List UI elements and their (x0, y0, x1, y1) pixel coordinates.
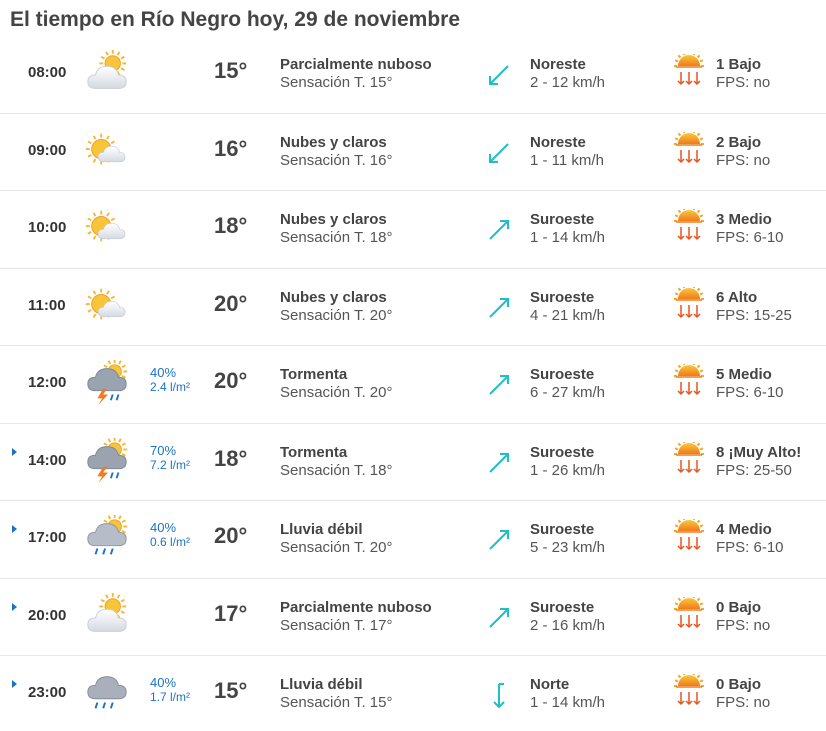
wind-direction: Suroeste (530, 211, 595, 228)
uv-fps: FPS: no (716, 616, 771, 634)
uv-fps: FPS: 15-25 (716, 306, 792, 324)
partly-cloudy-icon (84, 50, 130, 96)
thunderstorm-icon (84, 360, 130, 406)
expand-arrow-icon[interactable] (12, 448, 17, 456)
sun-and-clouds-icon (84, 128, 130, 174)
forecast-hour: 08:00 (28, 64, 67, 81)
wind-speed: 5 - 23 km/h (530, 539, 606, 556)
forecast-hour: 09:00 (28, 141, 67, 159)
sun-and-clouds-icon (84, 205, 130, 251)
weather-description (280, 599, 432, 635)
uv-sun-icon (674, 597, 704, 639)
uv-info (716, 289, 792, 325)
wind-arrow-southwest-icon (484, 215, 514, 245)
wind-direction: Suroeste (530, 366, 595, 383)
weather-description (280, 134, 392, 170)
rain-probability: 40% (150, 675, 177, 690)
uv-level: 5 Medio (716, 366, 772, 383)
rain-amount: 1.7 l/m² (150, 690, 191, 704)
rain-info (150, 676, 190, 704)
uv-level: 8 ¡Muy Alto! (716, 443, 802, 461)
forecast-row (0, 346, 826, 424)
wind-direction: Suroeste (530, 521, 595, 538)
uv-info (716, 444, 801, 480)
rain-info (150, 366, 190, 394)
weather-description (280, 56, 432, 92)
feels-like: Sensación T. 18° (280, 229, 393, 246)
wind-info (530, 521, 605, 557)
uv-level: 6 Alto (716, 288, 758, 306)
uv-fps: FPS: no (716, 694, 771, 711)
wind-arrow-southwest-icon (484, 370, 514, 400)
rain-probability: 40% (150, 365, 177, 380)
forecast-row[interactable] (0, 656, 826, 731)
uv-info (716, 134, 770, 170)
uv-level: 0 Bajo (716, 676, 762, 693)
uv-fps: FPS: 6-10 (716, 384, 784, 401)
light-rain-sun-icon (84, 515, 130, 561)
temperature: 17° (214, 600, 248, 626)
weather-condition: Lluvia débil (280, 521, 363, 538)
temperature: 20° (214, 523, 248, 548)
uv-fps: FPS: 25-50 (716, 461, 792, 479)
uv-level: 4 Medio (716, 521, 772, 538)
feels-like: Sensación T. 20° (280, 384, 393, 401)
wind-info (530, 366, 605, 402)
forecast-hour: 17:00 (28, 529, 67, 546)
uv-info (716, 211, 784, 247)
temperature: 18° (214, 445, 248, 471)
wind-speed: 2 - 16 km/h (530, 616, 606, 634)
wind-arrow-northeast-icon (484, 138, 514, 168)
uv-sun-icon (674, 54, 704, 96)
forecast-row[interactable] (0, 424, 826, 502)
expand-arrow-icon[interactable] (12, 603, 17, 611)
wind-speed: 6 - 27 km/h (530, 384, 606, 401)
weather-description (280, 366, 392, 402)
wind-direction: Suroeste (530, 443, 595, 461)
rain-probability: 40% (150, 520, 177, 535)
expand-arrow-icon[interactable] (12, 525, 17, 533)
weather-description (280, 211, 392, 247)
uv-sun-icon (674, 519, 704, 561)
partly-cloudy-icon (84, 593, 130, 639)
forecast-hour: 11:00 (28, 296, 66, 314)
forecast-hour: 12:00 (28, 374, 67, 391)
uv-fps: FPS: 6-10 (716, 539, 784, 556)
weather-description (280, 521, 392, 557)
wind-arrow-southwest-icon (484, 293, 514, 323)
uv-level: 3 Medio (716, 211, 772, 228)
light-rain-cloud-icon (84, 670, 130, 716)
forecast-row[interactable] (0, 579, 826, 657)
rain-probability: 70% (150, 442, 177, 458)
uv-info (716, 56, 770, 92)
uv-sun-icon (674, 364, 704, 406)
uv-info (716, 599, 770, 635)
forecast-hour: 14:00 (28, 451, 67, 469)
temperature: 16° (214, 135, 248, 161)
rain-info (150, 521, 190, 549)
wind-speed: 1 - 14 km/h (530, 694, 606, 711)
uv-info (716, 521, 784, 557)
wind-speed: 1 - 11 km/h (530, 151, 604, 169)
weather-description (280, 676, 392, 712)
weather-condition: Nubes y claros (280, 133, 387, 151)
uv-fps: FPS: no (716, 151, 771, 169)
forecast-hour: 10:00 (28, 219, 67, 236)
page-title: El tiempo en Río Negro hoy, 29 de noviembre (10, 8, 461, 31)
feels-like: Sensación T. 16° (280, 151, 393, 169)
uv-sun-icon (674, 674, 704, 716)
weather-condition: Tormenta (280, 366, 348, 383)
wind-speed: 1 - 26 km/h (530, 461, 606, 479)
wind-speed: 1 - 14 km/h (530, 229, 606, 246)
uv-info (716, 676, 770, 712)
forecast-row (0, 114, 826, 192)
expand-arrow-icon[interactable] (12, 680, 17, 688)
forecast-row[interactable] (0, 501, 826, 579)
uv-sun-icon (674, 287, 704, 329)
temperature: 15° (214, 678, 248, 703)
forecast-row (0, 269, 826, 347)
uv-fps: FPS: 6-10 (716, 229, 784, 246)
forecast-hour: 23:00 (28, 684, 67, 701)
wind-info (530, 676, 605, 712)
weather-description (280, 444, 392, 480)
feels-like: Sensación T. 20° (280, 539, 393, 556)
wind-arrow-southwest-icon (484, 525, 514, 555)
wind-arrow-southwest-icon (484, 603, 514, 633)
forecast-row (0, 36, 826, 114)
forecast-row (0, 191, 826, 269)
wind-info (530, 599, 605, 635)
rain-info (150, 444, 190, 472)
uv-level: 2 Bajo (716, 133, 762, 151)
wind-direction: Norte (530, 676, 570, 693)
uv-sun-icon (674, 209, 704, 251)
weather-condition: Tormenta (280, 443, 348, 461)
weather-condition: Parcialmente nuboso (280, 598, 432, 616)
weather-description (280, 289, 392, 325)
thunderstorm-icon (84, 438, 130, 484)
wind-direction: Noreste (530, 56, 586, 73)
feels-like: Sensación T. 15° (280, 74, 393, 91)
weather-condition: Parcialmente nuboso (280, 56, 432, 73)
temperature: 20° (214, 290, 248, 316)
sun-and-clouds-icon (84, 283, 130, 329)
wind-direction: Suroeste (530, 288, 595, 306)
uv-level: 0 Bajo (716, 598, 762, 616)
uv-info (716, 366, 784, 402)
weather-condition: Nubes y claros (280, 211, 387, 228)
hourly-forecast-list (0, 36, 826, 731)
feels-like: Sensación T. 17° (280, 616, 393, 634)
wind-direction: Noreste (530, 133, 586, 151)
wind-arrow-northeast-icon (484, 60, 514, 90)
feels-like: Sensación T. 15° (280, 694, 393, 711)
uv-level: 1 Bajo (716, 56, 762, 73)
forecast-hour: 20:00 (28, 606, 67, 624)
wind-info (530, 211, 605, 247)
wind-info (530, 134, 604, 170)
wind-arrow-southwest-icon (484, 448, 514, 478)
wind-speed: 2 - 12 km/h (530, 74, 606, 91)
wind-arrow-north-icon (484, 680, 514, 710)
wind-info (530, 444, 605, 480)
wind-info (530, 289, 605, 325)
rain-amount: 2.4 l/m² (150, 380, 191, 394)
weather-condition: Nubes y claros (280, 288, 387, 306)
rain-amount: 7.2 l/m² (150, 457, 191, 472)
uv-sun-icon (674, 132, 704, 174)
feels-like: Sensación T. 20° (280, 306, 393, 324)
uv-fps: FPS: no (716, 74, 771, 91)
rain-amount: 0.6 l/m² (150, 535, 191, 549)
wind-info (530, 56, 605, 92)
uv-sun-icon (674, 442, 704, 484)
wind-speed: 4 - 21 km/h (530, 306, 606, 324)
temperature: 20° (214, 368, 248, 393)
temperature: 18° (214, 213, 248, 238)
weather-condition: Lluvia débil (280, 676, 363, 693)
temperature: 15° (214, 58, 248, 83)
wind-direction: Suroeste (530, 598, 595, 616)
feels-like: Sensación T. 18° (280, 461, 393, 479)
